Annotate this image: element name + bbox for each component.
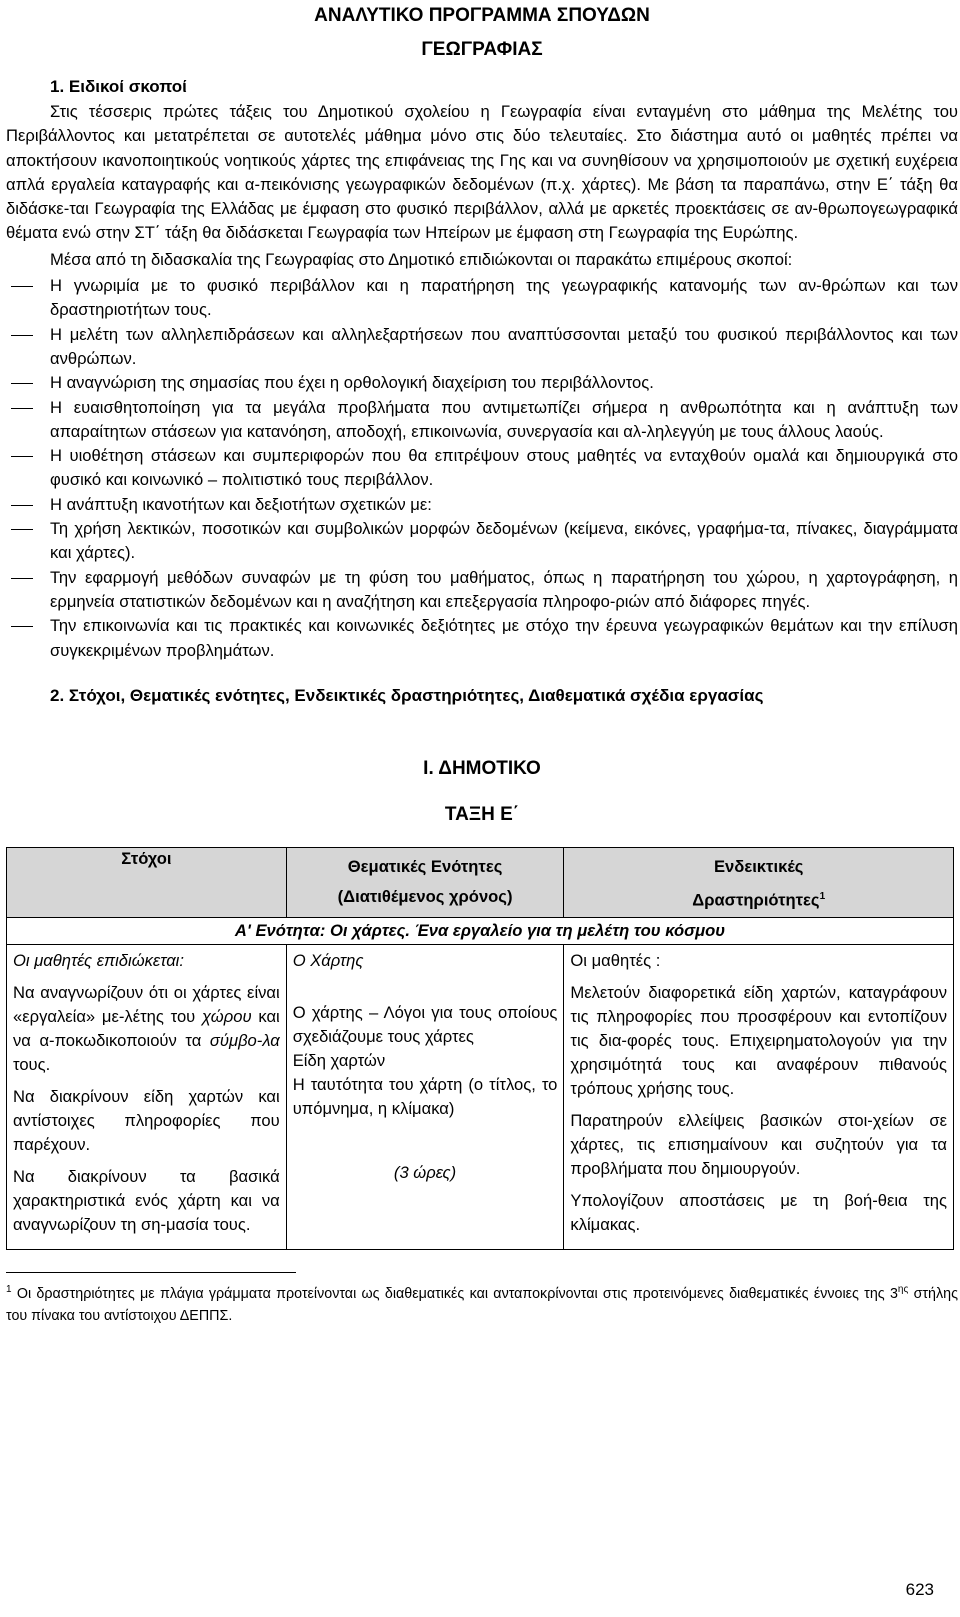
activities-lead: Οι μαθητές : bbox=[570, 951, 661, 971]
header-activities-line2 bbox=[564, 882, 953, 916]
goal-item: Να διακρίνουν είδη χαρτών και αντίστοιχες πληροφορίες που παρέχουν. bbox=[13, 1087, 280, 1155]
list-item: Την επικοινωνία και τις πρακτικές και κοινωνικές δεξιότητες με στόχο την έρευνα γεωγραφικών θεμάτων και την επίλυση συγκεκριμένων προβλημάτων. bbox=[6, 614, 958, 663]
header-activities-line1: Ενδεικτικές bbox=[713, 856, 804, 876]
curriculum-table bbox=[6, 847, 954, 1251]
table-row bbox=[7, 945, 954, 1250]
goals-lead: Οι μαθητές επιδιώκεται: bbox=[13, 951, 184, 971]
list-item: Η μελέτη των αλληλεπιδράσεων και αλληλεξαρτήσεων που αναπτύσσονται μεταξύ του φυσικού περιβάλλοντος και των ανθρώπων. bbox=[6, 323, 958, 372]
goal-text: τους. bbox=[13, 1055, 51, 1075]
grade-heading: ΤΑΞΗ Ε΄ bbox=[444, 803, 520, 825]
level-heading: Ι. ΔΗΜΟΤΙΚΟ bbox=[423, 757, 541, 779]
document-subtitle: ΓΕΩΓΡΑΦΙΑΣ bbox=[421, 39, 543, 60]
footnote bbox=[6, 1279, 958, 1327]
paragraph-aims: Μέσα από τη διδασκαλία της Γεωγραφίας στο Δημοτικό επιδιώκονται οι παρακάτω επιμέρους σκοποί: bbox=[50, 249, 793, 269]
goal-item bbox=[13, 981, 280, 1077]
header-goals: Στόχοι bbox=[7, 847, 287, 918]
activity-item: Μελετούν διαφορετικά είδη χαρτών, καταγράφουν τις πληροφορίες που προσφέρουν και εντοπίζουν τις δια-φορές τους. Επιχειρηματολογούν για την χρησιμότητά τους και αναφέρουν πιθανούς τρόπους χρήσης τους. bbox=[570, 983, 947, 1099]
goal-text-italic: χώρου bbox=[202, 1007, 252, 1027]
aims-list bbox=[6, 274, 958, 663]
goal-item: Να διακρίνουν τα βασικά χαρακτηριστικά ενός χάρτη και να αναγνωρίζουν τη ση-μασία τους. bbox=[13, 1167, 280, 1235]
theme-item: Ο χάρτης – Λόγοι για τους οποίους σχεδιάζουμε τους χάρτες bbox=[292, 1003, 558, 1047]
header-activities bbox=[564, 847, 954, 918]
header-themes-line2: (Διατιθέμενος χρόνος) bbox=[337, 886, 513, 906]
list-item: Η υιοθέτηση στάσεων και συμπεριφορών που θα επιτρέψουν στους μαθητές να ενταχθούν ομαλά και δημιουργικά στο φυσικό και κοινωνικό – πολιτιστικό τους περιβάλλον. bbox=[6, 444, 958, 493]
header-themes-line1: Θεματικές Ενότητες bbox=[347, 856, 503, 876]
theme-time: (3 ώρες) bbox=[393, 1163, 457, 1183]
goals-cell bbox=[7, 945, 287, 1250]
footnote-ref: 1 bbox=[819, 890, 826, 902]
list-item: Η ανάπτυξη ικανοτήτων και δεξιοτήτων σχετικών με: bbox=[6, 493, 958, 517]
footnote-sup: ης bbox=[897, 1284, 909, 1296]
list-item: Την εφαρμογή μεθόδων συναφών με τη φύση του μαθήματος, όπως η παρατήρηση του χώρου, η χαρτογράφηση, η ερμηνεία στατιστικών δεδομένων και η αναζήτηση και επεξεργασία πληροφο-ριών από διάφορες πηγές. bbox=[6, 566, 958, 615]
themes-cell bbox=[286, 945, 564, 1250]
theme-title: Ο Χάρτης bbox=[292, 951, 364, 971]
section-1-heading: 1. Ειδικοί σκοποί bbox=[50, 77, 187, 96]
activity-item: Παρατηρούν ελλείψεις βασικών στοι-χείων σε χάρτες, τις επισημαίνουν και συζητούν για τα προβλήματα που δημιουργούν. bbox=[570, 1111, 947, 1179]
activities-cell bbox=[564, 945, 954, 1250]
list-item: Τη χρήση λεκτικών, ποσοτικών και συμβολικών μορφών δεδομένων (κείμενα, εικόνες, γραφήμα-τα, πίνακες, διαγράμματα και χάρτες). bbox=[6, 517, 958, 566]
list-item: Η ευαισθητοποίηση για τα μεγάλα προβλήματα που αντιμετωπίζει σήμερα η ανθρωπότητα και η ανάπτυξη των απαραίτητων στάσεων για κατανόηση, αποδοχή, επικοινωνία, συνεργασία και αλ-ληλεγγύη με τους άλλους λαούς. bbox=[6, 396, 958, 445]
header-activities-text: Δραστηριότητες bbox=[692, 890, 820, 910]
section-2-heading: 2. Στόχοι, Θεματικές ενότητες, Ενδεικτικές δραστηριότητες, Διαθεματικά σχέδια εργασίας bbox=[50, 685, 764, 705]
list-item: Η αναγνώριση της σημασίας που έχει η ορθολογική διαχείριση του περιβάλλοντος. bbox=[6, 371, 958, 395]
unit-title: Α' Ενότητα: Οι χάρτες. Ένα εργαλείο για τη μελέτη του κόσμου bbox=[7, 918, 954, 945]
goal-text: Να αναγνωρίζουν ότι οι χάρτες είναι «εργαλεία» με-λέτης του bbox=[13, 983, 280, 1027]
document-title: ΑΝΑΛΥΤΙΚΟ ΠΡΟΓΡΑΜΜΑ ΣΠΟΥΔΩΝ bbox=[314, 5, 650, 26]
page-number: 623 bbox=[905, 1580, 934, 1599]
theme-item: Είδη χαρτών bbox=[292, 1051, 386, 1071]
footnote-text: στήλης του πίνακα του αντίστοιχου ΔΕΠΠΣ. bbox=[6, 1286, 958, 1325]
footnote-separator bbox=[6, 1272, 296, 1273]
theme-item: Η ταυτότητα του χάρτη (ο τίτλος, το υπόμνημα, η κλίμακα) bbox=[292, 1075, 558, 1119]
list-item: Η γνωριμία με το φυσικό περιβάλλον και η παρατήρηση της γεωγραφικής κατανομής των αν-θρώπων και των δραστηριοτήτων τους. bbox=[6, 274, 958, 323]
activity-item: Υπολογίζουν αποστάσεις με τη βοή-θεια της κλίμακας. bbox=[570, 1191, 947, 1235]
header-themes bbox=[286, 847, 564, 918]
document-page bbox=[6, 0, 958, 1327]
goal-text: και να α-ποκωδικοποιούν τα bbox=[13, 1007, 280, 1051]
goal-text-italic: σύμβο-λα bbox=[209, 1031, 280, 1051]
table-header-row bbox=[7, 847, 954, 918]
paragraph-intro: Στις τέσσερις πρώτες τάξεις του Δημοτικού σχολείου η Γεωγραφία είναι ενταγμένη στο μάθημα της Μελέτης του Περιβάλλοντος και μετατρέπεται σε αυτοτελές μάθημα μόνο στις δύο τελευταίες. Στο διάστημα αυτό οι μαθητές πρέπει να αποκτήσουν ικανοποιητικούς νοητικούς χάρτες της επιφάνειας της Γης και να συνηθίσουν να χρησιμοποιούν με σχετική ευχέρεια απλά εργαλεία καταγραφής και α-πεικόνισης γεωγραφικών δεδομένων (π.χ. χάρτες). Με βάση τα παραπάνω, στην Ε΄ τάξη θα διδάσκε-ται Γεωγραφία της Ελλάδας με έμφαση στο φυσικό περιβάλλον, αλλά με αρκετές προεκτάσεις σε αν-θρωπογεωγραφικά θέματα ενώ στην ΣΤ΄ τάξη θα διδάσκεται Γεωγραφία των Ηπείρων με έμφαση στη Γεωγραφία της Ευρώπης. bbox=[6, 102, 958, 243]
footnote-text: Οι δραστηριότητες με πλάγια γράμματα προτείνονται ως διαθεματικές και ανταποκρίνονται στις προτεινόμενες διαθεματικές έννοιες της 3 bbox=[11, 1286, 898, 1303]
table-unit-row bbox=[7, 918, 954, 945]
footnote-marker: 1 bbox=[6, 1284, 12, 1296]
